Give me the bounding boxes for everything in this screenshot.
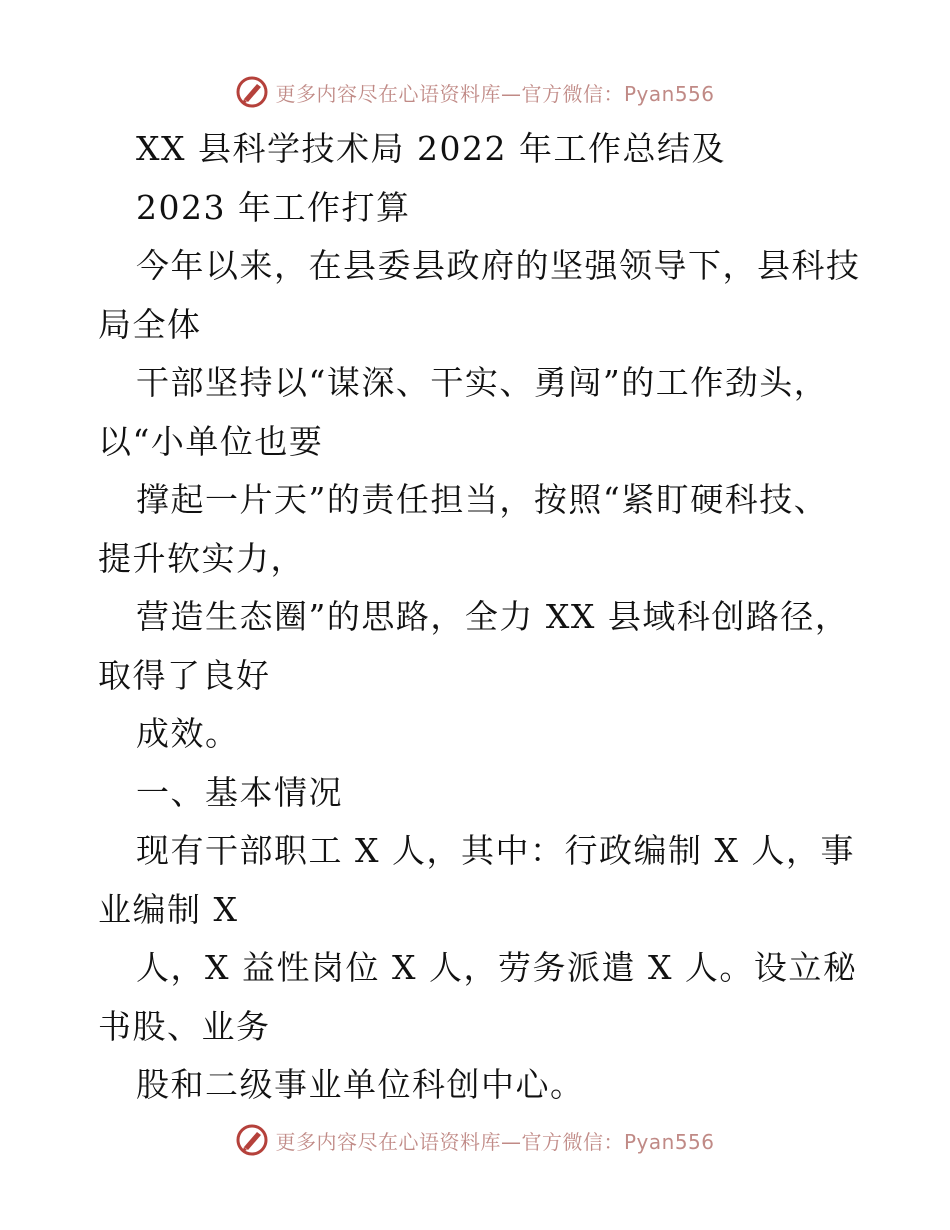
paragraph-line: 今年以来，在县委县政府的坚强领导下，县科技	[136, 246, 861, 285]
paragraph-line: 业编制 X	[98, 889, 239, 929]
title-line-1: XX 县科学技术局 2022 年工作总结及	[136, 129, 726, 168]
paragraph-line: 提升软实力，	[98, 538, 305, 578]
paragraph-line: 现有干部职工 X 人，其中：行政编制 X 人，事	[136, 831, 855, 870]
paragraph-line: 股和二级事业单位科创中心。	[136, 1065, 585, 1104]
paragraph-line: 营造生态圈”的思路，全力 XX 县域科创路径，	[136, 597, 850, 636]
section-heading: 一、基本情况	[136, 772, 343, 812]
paragraph-line: 成效。	[136, 714, 240, 753]
paragraph-line: 干部坚持以“谋深、干实、勇闯”的工作劲头，	[136, 363, 829, 402]
paragraph-line: 书股、业务	[98, 1006, 271, 1046]
pen-seal-logo-icon	[235, 1123, 269, 1157]
watermark-footer	[0, 1120, 950, 1160]
pen-seal-logo-icon	[235, 75, 269, 109]
paragraph-line: 以“小单位也要	[98, 421, 324, 461]
paragraph-line: 撑起一片天”的责任担当，按照“紧盯硬科技、	[136, 480, 829, 519]
document-body	[98, 120, 861, 1115]
watermark-contact: Pyan556	[623, 1129, 715, 1154]
watermark-header	[0, 72, 950, 112]
watermark-contact: Pyan556	[623, 81, 715, 106]
watermark-text: 更多内容尽在心语资料库—官方微信：	[275, 1129, 624, 1154]
watermark-text: 更多内容尽在心语资料库—官方微信：	[275, 81, 624, 106]
paragraph-line: 取得了良好	[98, 655, 271, 695]
paragraph-line: 人，X 益性岗位 X 人，劳务派遣 X 人。设立秘	[136, 948, 858, 987]
title-line-2: 2023 年工作打算	[136, 187, 411, 227]
paragraph-line: 局全体	[98, 304, 202, 344]
